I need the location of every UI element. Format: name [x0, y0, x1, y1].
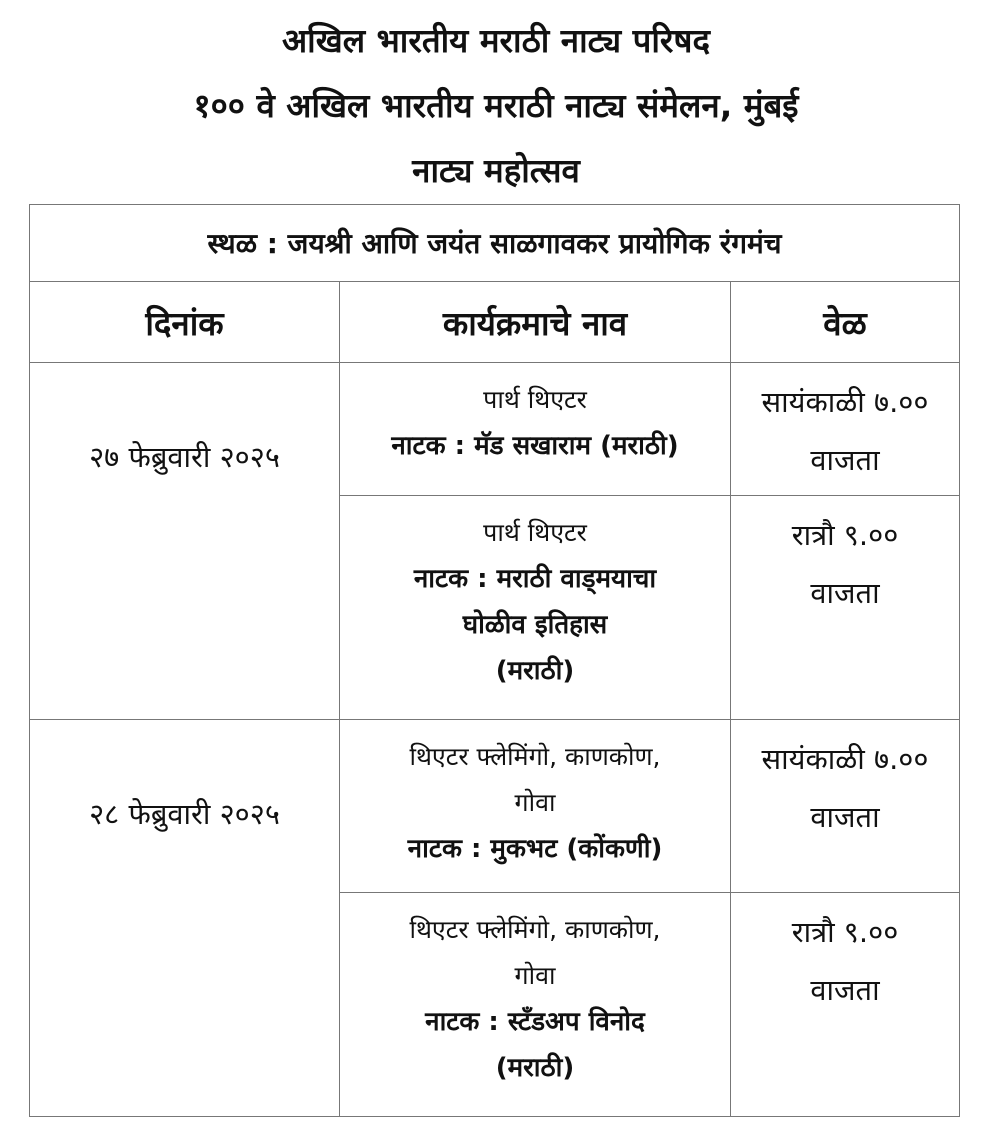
- theatre-location: गोवा: [514, 788, 556, 817]
- venue-cell: स्थळ : जयश्री आणि जयंत साळगावकर प्रायोगिक रंगमंच: [30, 205, 960, 282]
- date-cell: २८ फेब्रुवारी २०२५: [30, 720, 340, 1117]
- program-cell: [340, 893, 731, 1117]
- document-header: [0, 18, 992, 213]
- show-time: रात्रौ ९.००: [791, 518, 899, 552]
- program-column-header: कार्यक्रमाचे नाव: [340, 282, 731, 363]
- theatre-name: पार्थ थिएटर: [483, 518, 587, 547]
- show-time: सायंकाळी ७.००: [761, 742, 929, 776]
- schedule-table: [29, 204, 960, 1117]
- time-column-header: वेळ: [731, 282, 960, 363]
- time-cell: [731, 496, 960, 720]
- time-cell: [731, 363, 960, 496]
- time-cell: [731, 720, 960, 893]
- table-row: [30, 363, 960, 496]
- date-cell: २७ फेब्रुवारी २०२५: [30, 363, 340, 720]
- show-time-suffix: वाजता: [810, 973, 880, 1007]
- venue-row: [30, 205, 960, 282]
- program-cell: [340, 363, 731, 496]
- column-header-row: [30, 282, 960, 363]
- show-time: रात्रौ ९.००: [791, 915, 899, 949]
- table-row: [30, 720, 960, 893]
- play-language: (मराठी): [495, 1053, 575, 1083]
- play-title: नाटक : मुकभट (कोंकणी): [407, 834, 663, 864]
- program-cell: [340, 496, 731, 720]
- show-time-suffix: वाजता: [810, 800, 880, 834]
- org-title: अखिल भारतीय मराठी नाट्य परिषद: [281, 21, 711, 60]
- show-time-suffix: वाजता: [810, 443, 880, 477]
- event-title: १०० वे अखिल भारतीय मराठी नाट्य संमेलन, मुंबई: [193, 86, 799, 125]
- play-title: नाटक : मराठी वाड्मयाचा: [413, 564, 657, 594]
- time-cell: [731, 893, 960, 1117]
- date-column-header: दिनांक: [30, 282, 340, 363]
- play-language: (मराठी): [495, 656, 575, 686]
- theatre-location: गोवा: [514, 961, 556, 990]
- theatre-name: थिएटर फ्लेमिंगो, काणकोण,: [409, 742, 661, 771]
- play-title: घोळीव इतिहास: [462, 610, 608, 640]
- show-time: सायंकाळी ७.००: [761, 385, 929, 419]
- show-time-suffix: वाजता: [810, 576, 880, 610]
- festival-title: नाट्य महोत्सव: [412, 151, 580, 190]
- play-title: नाटक : स्टँडअप विनोद: [425, 1007, 645, 1037]
- theatre-name: थिएटर फ्लेमिंगो, काणकोण,: [409, 915, 661, 944]
- theatre-name: पार्थ थिएटर: [483, 385, 587, 414]
- play-title: नाटक : मॅड सखाराम (मराठी): [391, 431, 679, 461]
- program-cell: [340, 720, 731, 893]
